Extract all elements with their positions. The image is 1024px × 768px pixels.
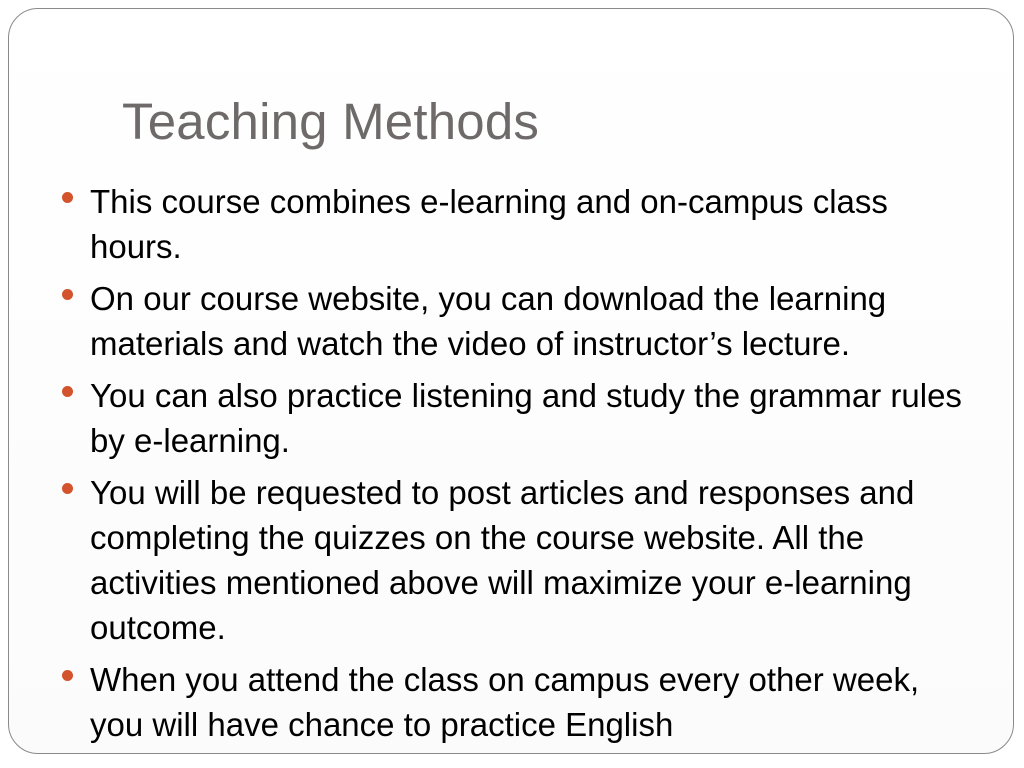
bullet-text: On our course website, you can download the learning materials and watch the video of instructor’s lecture. — [90, 280, 887, 362]
bullet-item — [61, 373, 981, 463]
slide-title: Teaching Methods — [122, 93, 540, 150]
bullet-dot-icon — [62, 192, 73, 203]
bullet-text: When you attend the class on campus every other week, you will have chance to practice English — [90, 661, 920, 743]
bullet-text: This course combines e-learning and on-campus class hours. — [90, 183, 888, 265]
bullet-item — [61, 179, 981, 269]
bullet-dot-icon — [62, 289, 73, 300]
bullet-item — [61, 657, 981, 747]
bullet-dot-icon — [62, 483, 73, 494]
bullet-text: You can also practice listening and study the grammar rules by e-learning. — [90, 377, 962, 459]
bullet-list — [61, 179, 981, 754]
bullet-item — [61, 276, 981, 366]
bullet-text: You will be requested to post articles and responses and completing the quizzes on the course website. All the activities mentioned above will maximize your e-learning outcome. — [90, 474, 915, 646]
bullet-dot-icon — [62, 386, 73, 397]
bullet-item — [61, 470, 981, 650]
bullet-dot-icon — [62, 670, 73, 681]
slide-frame — [8, 8, 1014, 754]
